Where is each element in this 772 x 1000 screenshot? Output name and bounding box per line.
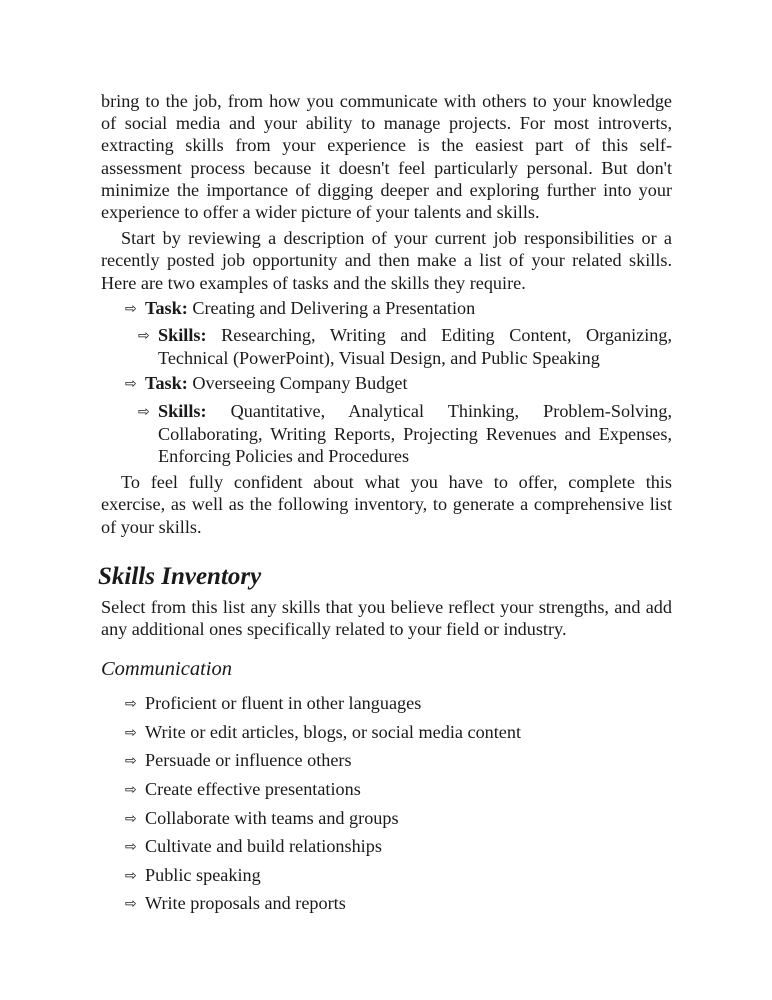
outline-right-arrow-icon: ⇨ (125, 696, 137, 713)
task-text: Creating and Delivering a Presentation (192, 297, 476, 318)
list-item: ⇨ Proficient or fluent in other languages (125, 690, 672, 719)
task-text: Overseeing Company Budget (192, 373, 408, 394)
intro-paragraph-continued: bring to the job, from how you communicate with others to your knowledge of social media and your ability to manage projects. For most introverts, extracting skills from your experience is the easiest part of this self-assessment process because it doesn't feel particularly personal. But don't minimize the importance of digging deeper and exploring further into your experience to offer a wider picture of your talents and skills. (101, 91, 672, 223)
outline-right-arrow-icon: ⇨ (138, 403, 150, 420)
list-item: ⇨ Create effective presentations (125, 776, 672, 805)
list-item: ⇨ Cultivate and build relationships (125, 833, 672, 862)
section-heading: Skills Inventory (98, 562, 262, 590)
task-item (125, 372, 672, 395)
outline-right-arrow-icon: ⇨ (125, 867, 137, 884)
list-item: ⇨ Collaborate with teams and groups (125, 805, 672, 834)
task-label: Task: (145, 297, 188, 318)
list-item: ⇨ Write or edit articles, blogs, or social media content (125, 719, 672, 748)
outline-right-arrow-icon: ⇨ (125, 839, 137, 856)
outline-right-arrow-icon: ⇨ (125, 724, 137, 741)
skills-item (138, 324, 672, 369)
list-item: ⇨ Public speaking (125, 862, 672, 891)
outline-right-arrow-icon: ⇨ (125, 810, 137, 827)
task-label: Task: (145, 373, 188, 394)
skills-text: Researching, Writing and Editing Content, Organizing, Technical (PowerPoint), Visual Design, and Public Speaking (158, 325, 672, 369)
skills-label: Skills: (158, 325, 207, 346)
skills-checklist (125, 690, 672, 919)
outline-right-arrow-icon: ⇨ (138, 328, 150, 345)
closing-paragraph: To feel fully confident about what you have to offer, complete this exercise, as well as the following inventory, to generate a comprehensive list of your skills. (101, 472, 672, 537)
skills-label: Skills: (158, 400, 207, 421)
intro-paragraph-start: Start by reviewing a description of your current job responsibilities or a recently posted job opportunity and then make a list of your related skills. Here are two examples of tasks and the skills they require. (101, 228, 672, 293)
outline-right-arrow-icon: ⇨ (125, 896, 137, 913)
outline-right-arrow-icon: ⇨ (125, 300, 137, 317)
task-item (125, 297, 672, 320)
category-heading: Communication (101, 658, 232, 681)
inventory-instructions: Select from this list any skills that you believe reflect your strengths, and add any additional ones specifically related to your field or industry. (101, 596, 672, 640)
list-item: ⇨ Persuade or influence others (125, 747, 672, 776)
outline-right-arrow-icon: ⇨ (125, 753, 137, 770)
skills-text: Quantitative, Analytical Thinking, Problem-Solving, Collaborating, Writing Reports, Projecting Revenues and Expenses, Enforcing Policies and Procedures (158, 400, 672, 467)
outline-right-arrow-icon: ⇨ (125, 376, 137, 393)
list-item: ⇨ Write proposals and reports (125, 890, 672, 919)
document-page (98, 90, 672, 919)
outline-right-arrow-icon: ⇨ (125, 782, 137, 799)
skills-item (138, 400, 672, 468)
